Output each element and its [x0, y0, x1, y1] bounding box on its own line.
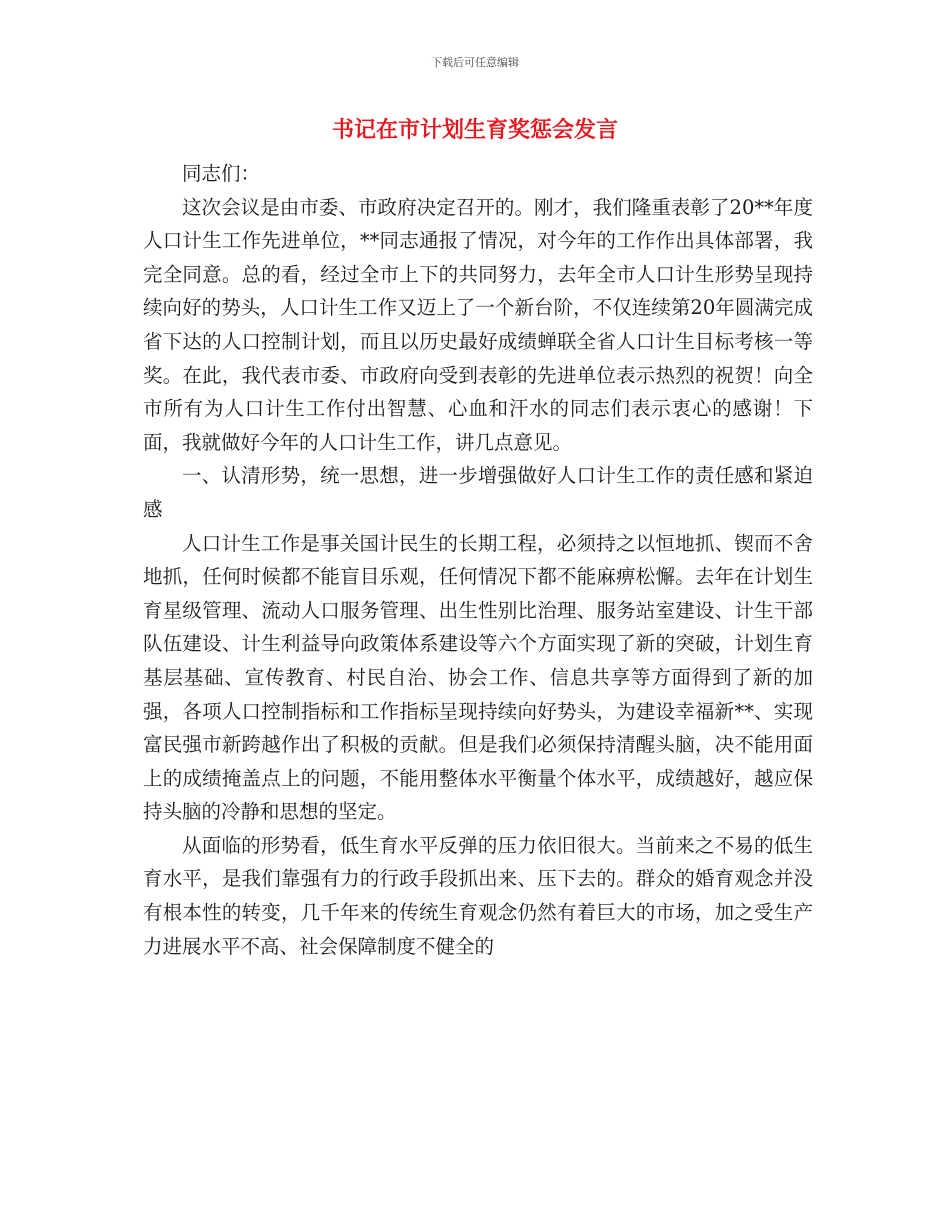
header-note: 下载后可任意编辑 [431, 56, 519, 69]
section-heading-paragraph: 一、认清形势，统一思想，进一步增强做好人口计生工作的责任感和紧迫感 [143, 464, 813, 521]
document-body [143, 157, 813, 963]
document-title: 书记在市计划生育奖惩会发言 [331, 117, 618, 143]
salutation-paragraph: 同志们： [182, 162, 261, 185]
body-paragraph: 人口计生工作是事关国计民生的长期工程，必须持之以恒地抓、锲而不舍地抓，任何时候都不能盲目乐观，任何情况下都不能麻痹松懈。去年在计划生育星级管理、流动人口服务管理、出生性别比治理、服务站室建设、计生干部队伍建设、计生利益导向政策体系建设等六个方面实现了新的突破，计划生育基层基础、宣传教育、村民自治、协会工作、信息共享等方面得到了新的加强，各项人口控制指标和工作指标呈现持续向好势头，为建设幸福新**、实现富民强市新跨越作出了积极的贡献。但是我们必须保持清醒头脑，决不能用面上的成绩掩盖点上的问题，不能用整体水平衡量个体水平，成绩越好，越应保持头脑的冷静和思想的坚定。 [143, 531, 813, 824]
body-paragraph: 从面临的形势看，低生育水平反弹的压力依旧很大。当前来之不易的低生育水平，是我们靠强有力的行政手段抓出来、压下去的。群众的婚育观念并没有根本性的转变，几千年来的传统生育观念仍然有着巨大的市场，加之受生产力进展水平不高、社会保障制度不健全的 [143, 833, 813, 958]
body-paragraph: 这次会议是由市委、市政府决定召开的。刚才，我们隆重表彰了20**年度人口计生工作先进单位，**同志通报了情况，对今年的工作作出具体部署，我完全同意。总的看，经过全市上下的共同努力，去年全市人口计生形势呈现持续向好的势头，人口计生工作又迈上了一个新台阶，不仅连续第20年圆满完成省下达的人口控制计划，而且以历史最好成绩蝉联全省人口计生目标考核一等奖。在此，我代表市委、市政府向受到表彰的先进单位表示热烈的祝贺！向全市所有为人口计生工作付出智慧、心血和汗水的同志们表示衷心的感谢！下面，我就做好今年的人口计生工作，讲几点意见。 [143, 195, 813, 454]
